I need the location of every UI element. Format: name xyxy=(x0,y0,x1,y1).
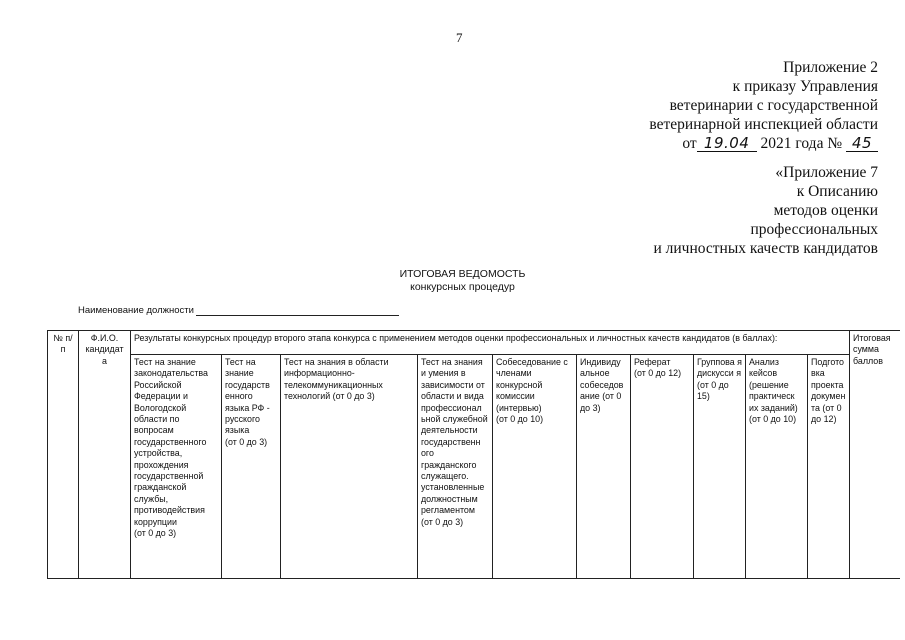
subcolumn-header: Группова я дискусси я (от 0 до 15) xyxy=(694,355,746,579)
annex-7-header xyxy=(653,163,878,258)
total-header: Итоговая сумма баллов xyxy=(850,331,900,579)
title-sub: конкурсных процедур xyxy=(410,281,515,293)
annex-2-line: ветеринарии с государственной xyxy=(669,97,878,114)
subcolumn-header: Подгото вка проекта докумен та (от 0 до 12) xyxy=(808,355,850,579)
date-prefix: от xyxy=(682,135,697,152)
subcolumn-header: Индивиду альное собеседов ание (от 0 до 3) xyxy=(577,355,631,579)
subcolumn-header: Реферат (от 0 до 12) xyxy=(631,355,694,579)
annex-2-line: ветеринарной инспекцией области xyxy=(649,116,878,133)
annex-2-line: Приложение 2 xyxy=(783,59,878,76)
col-name-header: Ф.И.О. кандидат а xyxy=(79,331,131,579)
annex-7-line: к Описанию xyxy=(796,183,878,200)
table-subheader-row xyxy=(48,355,900,579)
annex-7-line: методов оценки xyxy=(773,202,878,219)
annex-7-line: и личностных качеств кандидатов xyxy=(653,240,878,257)
col-number-header: № п/п xyxy=(48,331,79,579)
date-suffix: 2021 года № xyxy=(760,135,843,152)
order-date-line xyxy=(649,134,878,153)
subcolumn-header: Тест на знание законодательства Российской Федерации и Вологодской области по вопросам государственного устройства, прохождения государственной гражданской службы, противодействия коррупции (от 0 до 3) xyxy=(131,355,222,579)
position-label: Наименование должности xyxy=(78,305,194,316)
position-field xyxy=(78,305,399,316)
subcolumn-header: Тест на знания в области информационно-телекоммуникационных технологий (от 0 до 3) xyxy=(281,355,418,579)
handwritten-order-number: 45 xyxy=(846,135,878,152)
subcolumn-header: Анализ кейсов (решение практическ их заданий) (от 0 до 10) xyxy=(746,355,808,579)
subcolumn-header: Собеседование с членами конкурсной комиссии (интервью) (от 0 до 10) xyxy=(493,355,577,579)
position-blank-line xyxy=(196,305,399,316)
results-table xyxy=(47,330,900,579)
title-main: ИТОГОВАЯ ВЕДОМОСТЬ xyxy=(399,268,526,280)
subcolumn-header: Тест на знание государств енного языка РФ - русского языка (от 0 до 3) xyxy=(222,355,281,579)
subcolumn-header: Тест на знания и умения в зависимости от области и вида профессионал ьной служебной деятельности государственн ого гражданского служащего. установленные должностным регламентом (от 0 до 3) xyxy=(418,355,493,579)
annex-7-line: профессиональных xyxy=(750,221,878,238)
handwritten-date: 19.04 xyxy=(697,135,757,152)
annex-2-line: к приказу Управления xyxy=(732,78,878,95)
annex-7-line: «Приложение 7 xyxy=(775,164,878,181)
results-header: Результаты конкурсных процедур второго этапа конкурса с применением методов оценки профессиональных и личностных качеств кандидатов (в баллах): xyxy=(131,331,850,355)
document-title xyxy=(0,268,905,294)
page-number: 7 xyxy=(456,30,463,45)
table-header-row xyxy=(48,331,900,355)
annex-2-header xyxy=(649,58,878,153)
